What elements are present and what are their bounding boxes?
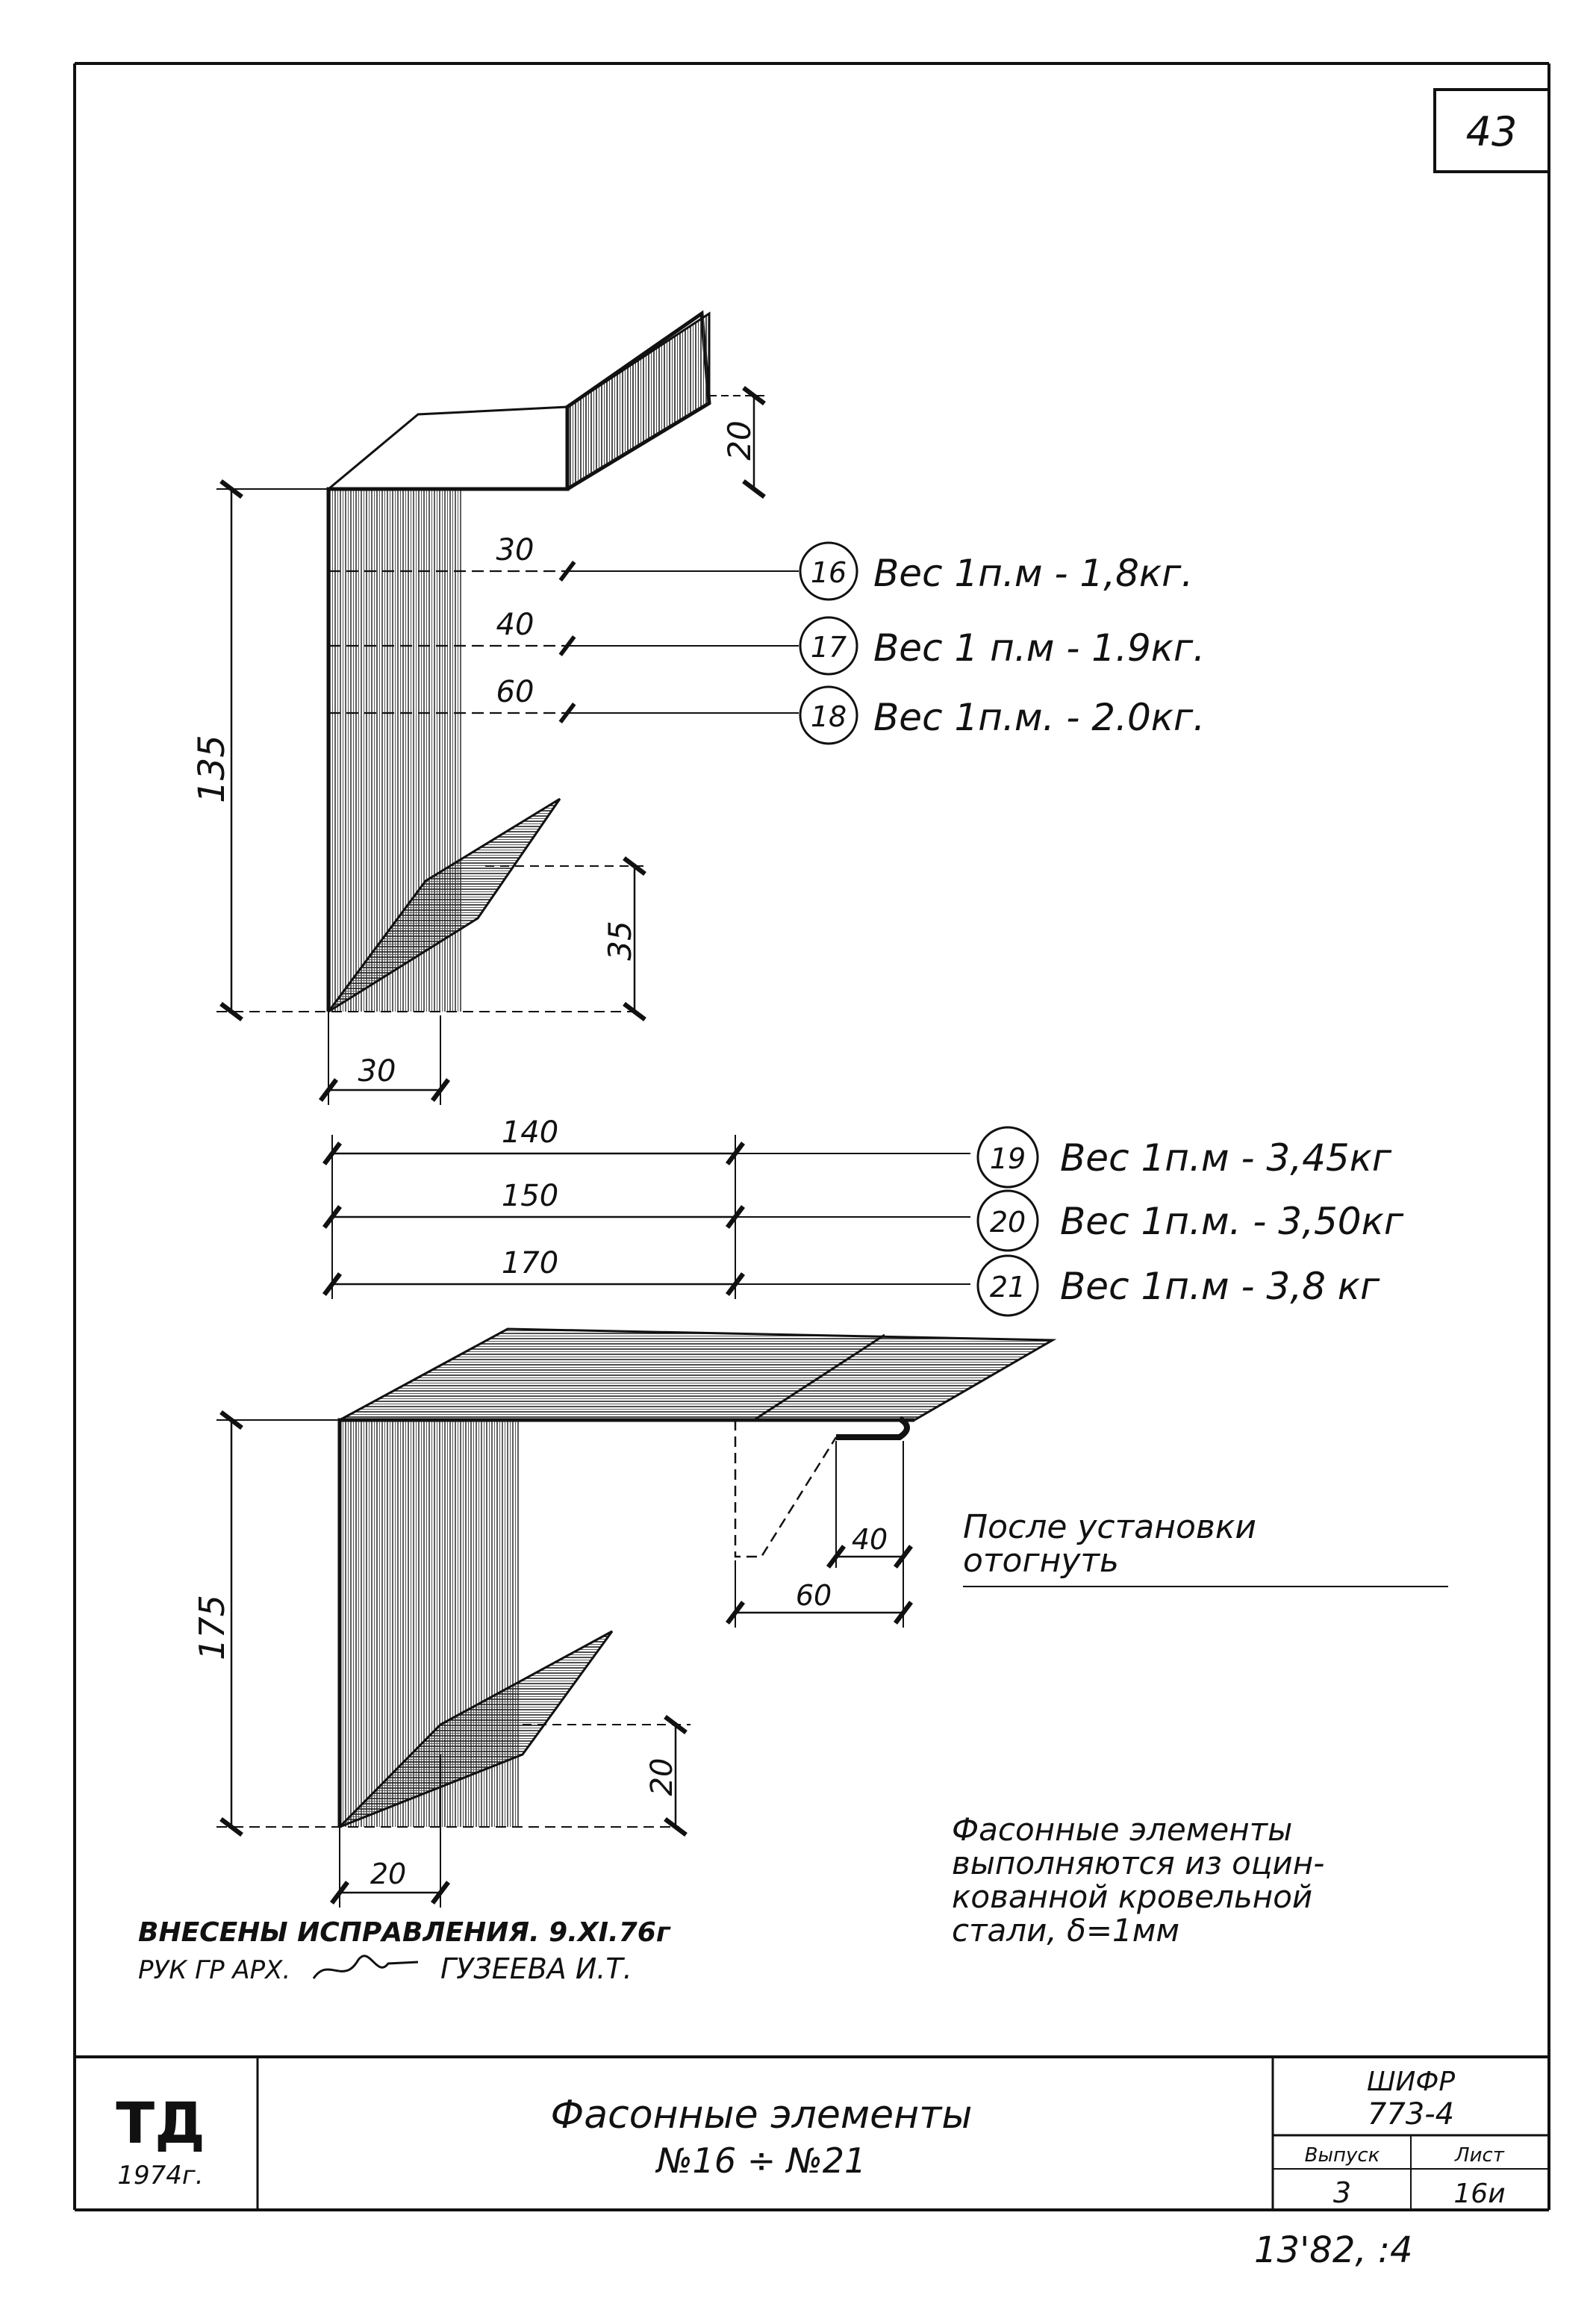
logo-year: 1974г. [117,2161,204,2191]
callout-19-weight: Вес 1п.м - 3,45кг [1060,1136,1392,1180]
svg-text:16: 16 [810,556,847,589]
svg-text:21: 21 [989,1271,1026,1304]
signature [314,1956,418,1978]
sheet-value: 16и [1453,2179,1506,2209]
revision-line1: ВНЕСЕНЫ ИСПРАВЛЕНИЯ. 9.XI.76г [138,1917,670,1948]
upper-flange-40: 40 [496,608,534,642]
lower-width-170: 170 [501,1246,559,1280]
lower-profile [192,1115,1053,1908]
callout-21-weight: Вес 1п.м - 3,8 кг [1060,1265,1380,1308]
upper-lip-dim: 20 [721,420,758,461]
lower-foot-width-dim: 20 [370,1858,407,1890]
code-value: 773-4 [1367,2097,1455,2132]
issue-label: Выпуск [1304,2144,1380,2167]
svg-text:18: 18 [810,700,847,733]
upper-top-flange [328,407,567,489]
callout-18-weight: Вес 1п.м. - 2.0кг. [873,696,1206,739]
lower-fold-40: 40 [851,1523,888,1556]
svg-text:19: 19 [989,1142,1026,1175]
lower-fold-dashed [735,1420,836,1557]
callout-16-weight: Вес 1п.м - 1,8кг. [873,552,1194,595]
upper-flange-30: 30 [496,533,534,567]
fold-note-line2: отогнуть [963,1542,1119,1580]
lower-roof-plane [340,1329,1053,1420]
logo-td: ТД [116,2090,205,2156]
svg-text:выполняются из оцин-: выполняются из оцин- [952,1845,1325,1881]
svg-text:стали, δ=1мм: стали, δ=1мм [952,1912,1180,1949]
lower-height-dim: 175 [192,1595,232,1660]
upper-profile [191,314,799,1105]
upper-callouts [800,543,1205,744]
upper-lip [567,314,709,489]
fold-note [963,1508,1448,1587]
lower-width-150: 150 [501,1179,559,1213]
revision-role: РУК ГР АРХ. [138,1955,291,1985]
page-number-box [1435,90,1549,172]
corner-stamp-fragment: 13'82, :4 [1254,2229,1413,2271]
revision-name: ГУЗЕЕВА И.Т. [440,1952,632,1985]
sheet-label: Лист [1455,2144,1504,2167]
revision-note [138,1917,671,1985]
callout-18 [800,687,1205,744]
drawing-subtitle: №16 ÷ №21 [656,2140,867,2181]
callout-20-weight: Вес 1п.м. - 3,50кг [1060,1200,1404,1243]
svg-text:кованной кровельной: кованной кровельной [952,1878,1313,1915]
upper-foot-height-dim: 35 [602,921,638,961]
svg-text:Фасонные элементы: Фасонные элементы [952,1811,1293,1848]
callout-20 [978,1191,1404,1251]
material-note [952,1811,1324,1949]
upper-flange-60: 60 [496,675,534,709]
callout-21 [978,1256,1380,1315]
title-block [75,2057,1549,2210]
page-number: 43 [1465,108,1518,155]
lower-callouts [978,1127,1404,1315]
upper-height-dim: 135 [191,735,233,803]
drawing-title: Фасонные элементы [550,2093,973,2137]
callout-16 [800,543,1193,600]
callout-17 [800,617,1205,674]
svg-text:17: 17 [810,631,847,664]
lower-foot-height-dim: 20 [645,1757,679,1796]
upper-foot-width-dim: 30 [358,1054,396,1089]
fold-note-line1: После установки [963,1508,1256,1546]
lower-fold-60: 60 [795,1579,832,1612]
callout-19 [978,1127,1392,1187]
svg-text:20: 20 [989,1206,1026,1239]
callout-17-weight: Вес 1 п.м - 1.9кг. [873,626,1206,670]
code-label: ШИФР [1366,2067,1456,2097]
issue-value: 3 [1332,2176,1352,2209]
lower-width-140: 140 [501,1115,559,1150]
